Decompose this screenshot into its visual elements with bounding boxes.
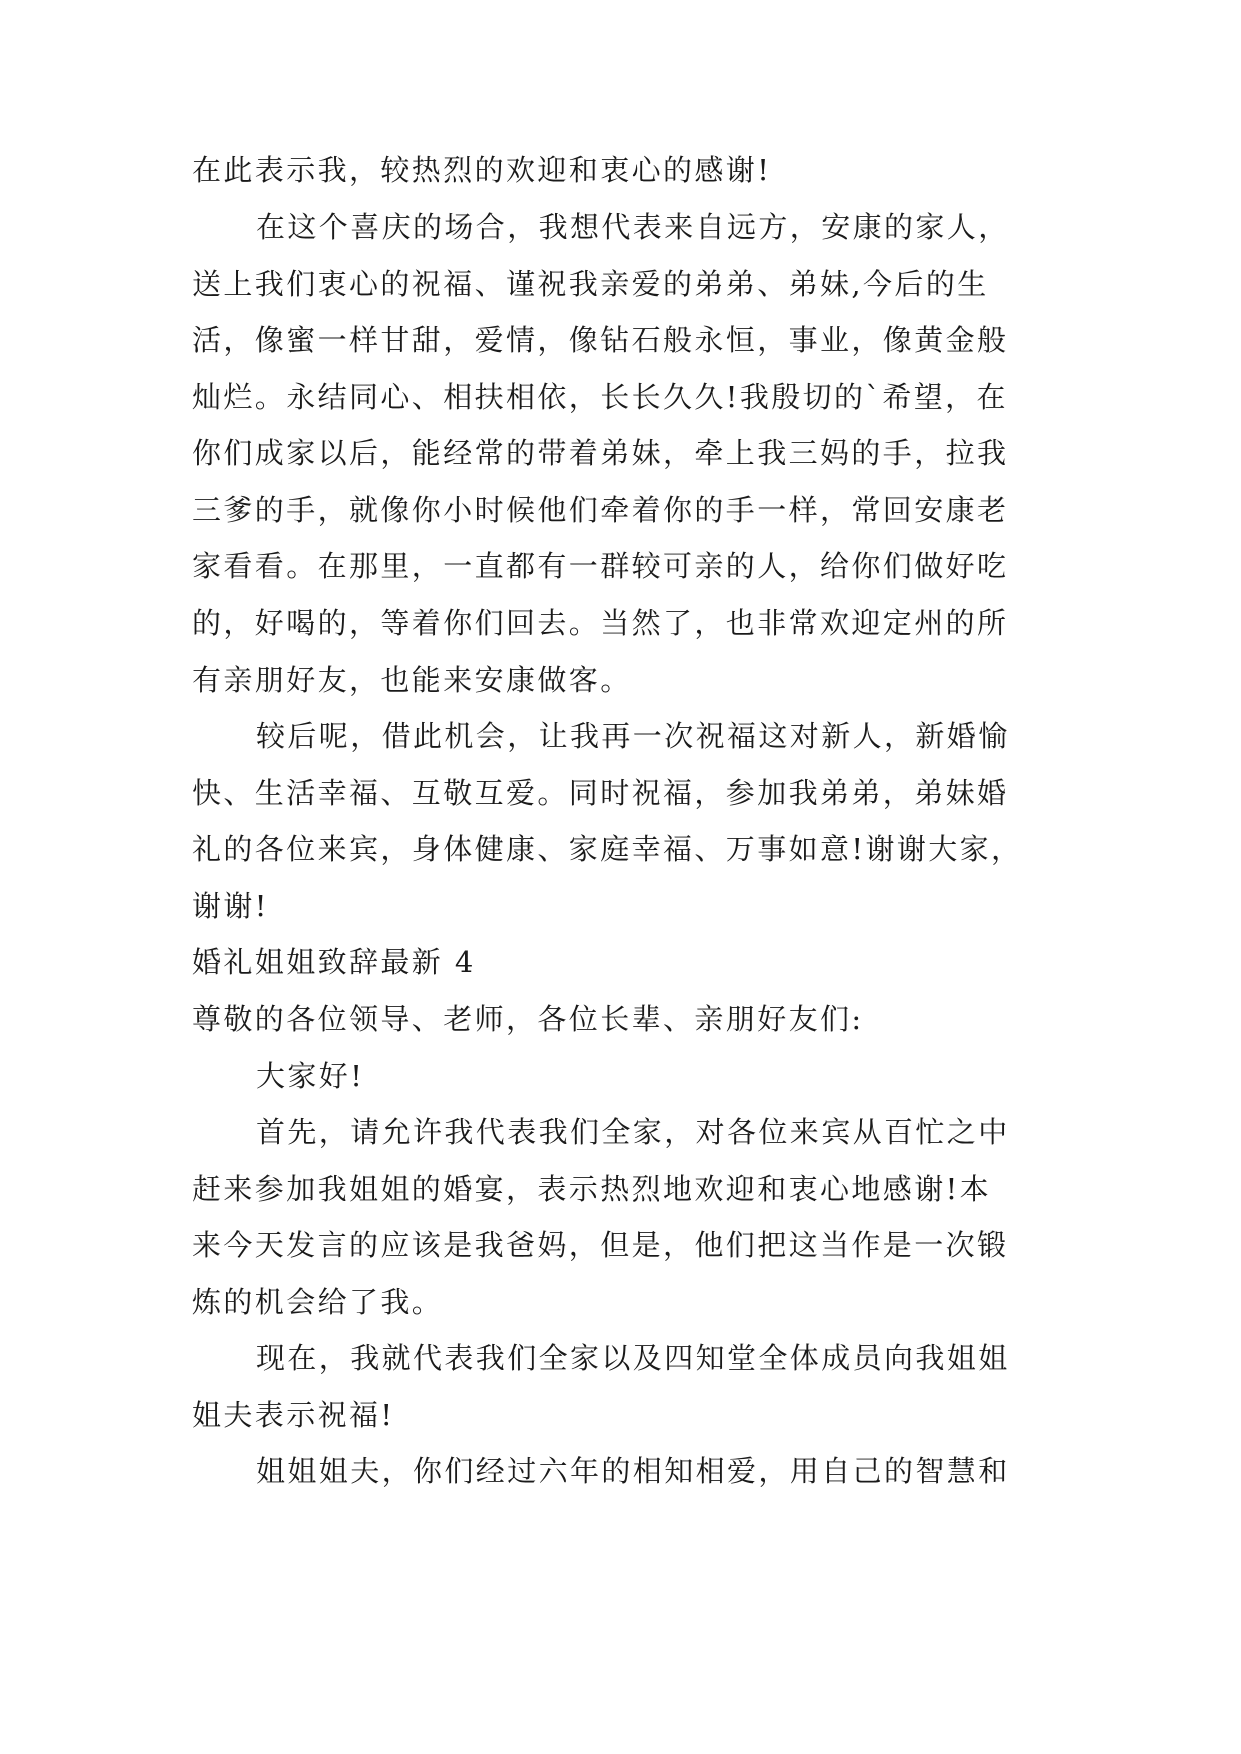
text-line: 首先，请允许我代表我们全家，对各位来宾从百忙之中 <box>256 1115 1010 1149</box>
text-line: 较后呢，借此机会，让我再一次祝福这对新人，新婚愉 <box>256 719 1010 753</box>
text-line: 有亲朋好友，也能来安康做客。 <box>192 663 632 697</box>
text-line: 姐夫表示祝福! <box>192 1398 395 1432</box>
greeting: 大家好! <box>256 1059 365 1093</box>
text-line: 来今天发言的应该是我爸妈，但是，他们把这当作是一次锻 <box>192 1228 1009 1262</box>
salutation: 尊敬的各位领导、老师，各位长辈、亲朋好友们: <box>192 1002 864 1036</box>
text-line: 快、生活幸福、互敬互爱。同时祝福，参加我弟弟，弟妹婚 <box>192 776 1009 810</box>
text-line: 你们成家以后，能经常的带着弟妹，牵上我三妈的手，拉我 <box>192 436 1009 470</box>
text-line: 在此表示我，较热烈的欢迎和衷心的感谢! <box>192 153 772 187</box>
text-line: 灿烂。永结同心、相扶相依，长长久久!我殷切的`希望，在 <box>192 380 1008 414</box>
text-line: 送上我们衷心的祝福、谨祝我亲爱的弟弟、弟妹,今后的生 <box>192 267 989 301</box>
text-line: 家看看。在那里，一直都有一群较可亲的人，给你们做好吃 <box>192 549 1009 583</box>
text-line: 活，像蜜一样甘甜，爱情，像钻石般永恒，事业，像黄金般 <box>192 323 1009 357</box>
text-line: 现在，我就代表我们全家以及四知堂全体成员向我姐姐 <box>256 1341 1010 1375</box>
text-line: 赶来参加我姐姐的婚宴，表示热烈地欢迎和衷心地感谢!本 <box>192 1172 992 1206</box>
section-heading: 婚礼姐姐致辞最新 4 <box>192 945 476 979</box>
text-line: 在这个喜庆的场合，我想代表来自远方，安康的家人， <box>256 210 1010 244</box>
text-line: 礼的各位来宾，身体健康、家庭幸福、万事如意!谢谢大家， <box>192 832 1023 866</box>
text-line: 的，好喝的，等着你们回去。当然了，也非常欢迎定州的所 <box>192 606 1009 640</box>
text-line: 姐姐姐夫，你们经过六年的相知相爱，用自己的智慧和 <box>256 1454 1010 1488</box>
text-line: 谢谢! <box>192 889 269 923</box>
text-line: 炼的机会给了我。 <box>192 1285 444 1319</box>
text-line: 三爹的手，就像你小时候他们牵着你的手一样，常回安康老 <box>192 493 1009 527</box>
